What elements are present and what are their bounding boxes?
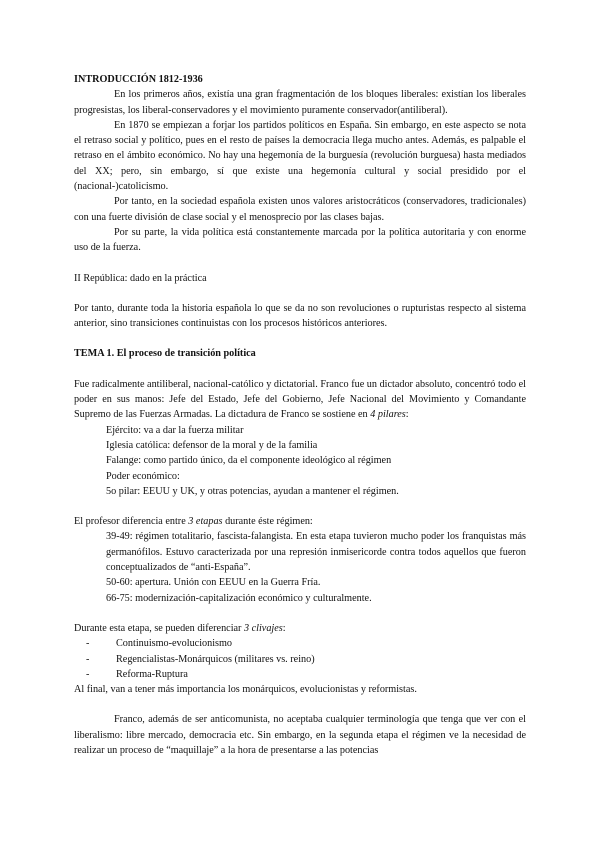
cleavage-text: Regencialistas-Monárquicos (militares vs. reino) bbox=[116, 653, 315, 665]
list-item bbox=[74, 636, 526, 651]
stages-intro bbox=[74, 514, 526, 529]
intro-paragraph-4: Por su parte, la vida política está constantemente marcada por la política autoritaria y con enorme uso de la fuerza. bbox=[74, 226, 526, 254]
list-item bbox=[74, 652, 526, 667]
intro-paragraph-2: En 1870 se empiezan a forjar los partidos políticos en España. Sin embargo, en este aspecto se nota el retraso social y político, pues en el resto de países la democracia llega mucho antes. Además, es palpable el retraso en el ámbito económico. No hay una hegemonía de la burguesía (revolución burguesa) hasta mediados del XX; pero, sin embargo, sí que existe una hegemonía cultural y social presidido por el (nacional-)catolicismo. bbox=[74, 119, 526, 193]
pillar-item: Poder económico: bbox=[106, 470, 180, 482]
cleavages-intro bbox=[74, 621, 526, 636]
cleavages-emphasis: 3 clivajes bbox=[243, 622, 283, 634]
intro-conclusion: Por tanto, durante toda la historia española lo que se da no son revoluciones o rupturistas respecto al sistema anterior, sino transiciones continuistas con los procesos históricos anteriores. bbox=[74, 302, 526, 330]
republic-note: II República: dado en la práctica bbox=[74, 272, 207, 284]
cleavages-post: : bbox=[282, 622, 286, 634]
cleavages-list bbox=[74, 636, 526, 682]
stages-emphasis: 3 etapas bbox=[188, 516, 223, 528]
dash-bullet: - bbox=[86, 638, 90, 650]
final-paragraph: Franco, además de ser anticomunista, no aceptaba cualquier terminología que tenga que ver con el liberalismo: libre mercado, democracia etc. Sin embargo, en la segunda etapa el régimen ve la necesidad de realizar un proceso de “maquillaje” a la hora de presentarse a las potencias bbox=[74, 714, 526, 756]
pillar-item: Iglesia católica: defensor de la moral y de la familia bbox=[106, 439, 318, 451]
stages-list bbox=[74, 529, 526, 605]
tema-title: TEMA 1. El proceso de transición política bbox=[74, 348, 256, 360]
list-item bbox=[74, 667, 526, 682]
pillars-list bbox=[74, 423, 526, 499]
stage-item: 66-75: modernización-capitalización económico y culturalmente. bbox=[106, 592, 372, 604]
tema-p1-emphasis: 4 pilares bbox=[370, 409, 406, 421]
stages-pre: El profesor diferencia entre bbox=[74, 516, 189, 528]
dash-bullet: - bbox=[86, 668, 90, 680]
intro-paragraph-3: Por tanto, en la sociedad española existen unos valores aristocráticos (conservadores, tradicionales) con una fuerte división de clase social y el menosprecio por las clases bajas. bbox=[74, 196, 526, 223]
tema-p1-text: Fue radicalmente antiliberal, nacional-católico y dictatorial. Franco fue un dictador absoluto, concentró todo el poder en sus manos: Jefe del Estado, Jefe del Gobierno, Jefe Nacional del Movimiento y Comandante Supremo de las Fuerzas Armadas. La dictadura de Franco se sostiene en bbox=[74, 378, 526, 421]
tema-paragraph-1 bbox=[74, 377, 526, 423]
cleavage-text: Continuismo-evolucionismo bbox=[116, 638, 233, 650]
cleavages-pre: Durante esta etapa, se pueden diferenciar bbox=[74, 622, 244, 634]
tema-p1-end: : bbox=[405, 409, 409, 421]
stages-post: durante éste régimen: bbox=[222, 516, 313, 528]
pillar-item: Falange: como partido único, da el componente ideológico al régimen bbox=[106, 455, 392, 467]
cleavages-conclusion: Al final, van a tener más importancia los monárquicos, evolucionistas y reformistas. bbox=[74, 684, 417, 696]
stage-item: 39-49: régimen totalitario, fascista-falangista. En esta etapa tuvieron mucho poder los franquistas más germanófilos. Estuvo caracterizada por una represión inmisericorde contra todos aquellos que fueron conceptualizados de “anti-España”. bbox=[106, 531, 526, 574]
pillar-item: 5o pilar: EEUU y UK, y otras potencias, ayudan a mantener el régimen. bbox=[106, 485, 399, 497]
pillar-item: Ejército: va a dar la fuerza militar bbox=[106, 424, 244, 436]
cleavage-text: Reforma-Ruptura bbox=[116, 668, 188, 680]
intro-title: INTRODUCCIÓN 1812-1936 bbox=[74, 74, 203, 85]
intro-paragraph-1: En los primeros años, existía una gran fragmentación de los bloques liberales: existían los liberales progresistas, los liberal-conservadores y el movimiento puramente conservador(antiliberal). bbox=[74, 89, 526, 116]
stage-item: 50-60: apertura. Unión con EEUU en la Guerra Fría. bbox=[106, 577, 321, 589]
dash-bullet: - bbox=[86, 653, 90, 665]
